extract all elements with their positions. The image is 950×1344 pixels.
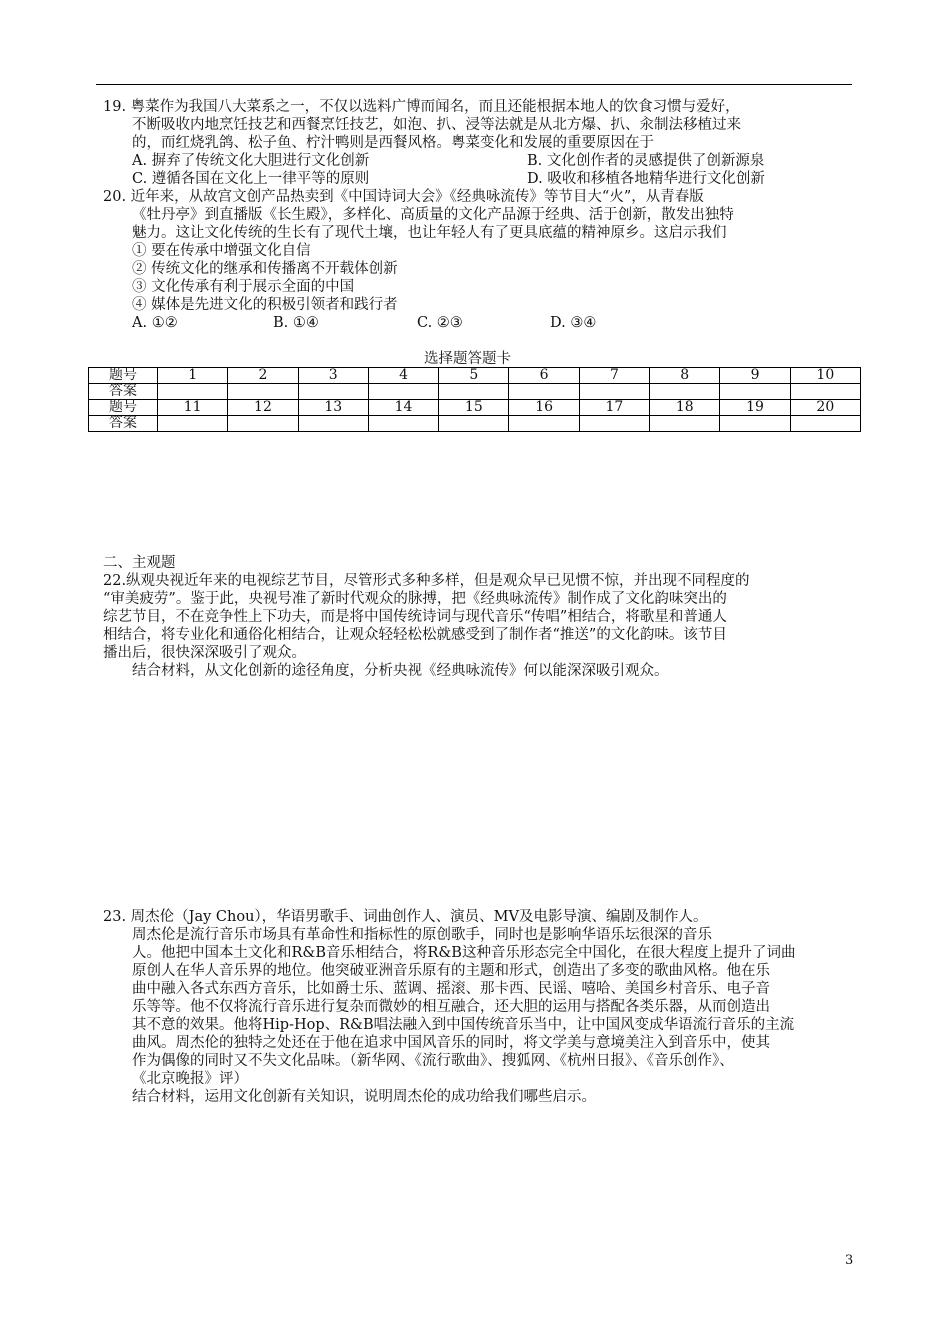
q22-line-1: 22.纵观央视近年来的电视综艺节目，尽管形式多种多样，但是观众早已见惯不惊，并出现不同程度的 (103, 573, 750, 589)
q19-line-2: 不断吸收内地烹饪技艺和西餐烹饪技艺，如泡、扒、浸等法就是从北方爆、扒、汆制法移植过来 (132, 117, 741, 133)
q23-line-5: 曲中融入各式东西方音乐，比如爵士乐、蓝调、摇滚、那卡西、民谣、嘻哈、美国乡村音乐、电子音 (132, 981, 770, 997)
answer-cell[interactable] (158, 384, 228, 400)
answer-cell[interactable] (298, 416, 368, 432)
label-answer: 答案 (89, 416, 158, 432)
number-cell: 17 (579, 400, 649, 416)
q20-option-a: A. ①② (132, 315, 178, 331)
q20-option-d: D. ③④ (550, 315, 597, 331)
q20-item-1: ① 要在传承中增强文化自信 (132, 243, 311, 259)
number-cell: 18 (650, 400, 720, 416)
answer-cell[interactable] (790, 384, 860, 400)
number-cell: 10 (790, 368, 860, 384)
q23-line-3: 人。他把中国本土文化和R&B音乐相结合，将R&B这种音乐形态完全中国化，在很大程度上提升了词曲 (132, 945, 796, 961)
answer-cell[interactable] (790, 416, 860, 432)
answer-cell[interactable] (439, 384, 509, 400)
q22-line-5: 播出后，很快深深吸引了观众。 (103, 645, 306, 661)
number-cell: 7 (579, 368, 649, 384)
number-cell: 8 (650, 368, 720, 384)
answer-cell[interactable] (720, 416, 790, 432)
answer-cell[interactable] (158, 416, 228, 432)
q20-line-1: 20. 近年来，从故宫文创产品热卖到《中国诗词大会》《经典咏流传》等节目大“火”，从青春版 (103, 189, 704, 205)
q19-option-d: D. 吸收和移植各地精华进行文化创新 (527, 171, 765, 187)
number-cell: 1 (158, 368, 228, 384)
answer-cell[interactable] (509, 416, 579, 432)
answer-card-table (88, 367, 861, 432)
number-cell: 15 (439, 400, 509, 416)
number-cell: 11 (158, 400, 228, 416)
q22-line-2: “审美疲劳”。鉴于此，央视号准了新时代观众的脉搏，把《经典咏流传》制作成了文化韵味突出的 (103, 591, 727, 607)
answer-cell[interactable] (650, 384, 720, 400)
number-cell: 12 (228, 400, 298, 416)
q23-line-4: 原创人在华人音乐界的地位。他突破亚洲音乐原有的主题和形式，创造出了多变的歌曲风格。他在乐 (132, 963, 770, 979)
label-number: 题号 (89, 368, 158, 384)
number-cell: 2 (228, 368, 298, 384)
answer-cell[interactable] (720, 384, 790, 400)
q20-line-2: 《牡丹亭》到直播版《长生殿》，多样化、高质量的文化产品源于经典、活于创新，散发出独特 (132, 207, 734, 223)
q20-line-3: 魅力。这让文化传统的生长有了现代土壤，也让年轻人有了更具底蕴的精神原乡。这启示我们 (132, 225, 727, 241)
q20-option-b: B. ①④ (273, 315, 319, 331)
answer-cell[interactable] (579, 416, 649, 432)
q19-line-1: 19. 粤菜作为我国八大菜系之一，不仅以选料广博而闻名，而且还能根据本地人的饮食习惯与爱好， (103, 99, 740, 115)
answer-cell[interactable] (228, 384, 298, 400)
q19-option-c: C. 遵循各国在文化上一律平等的原则 (132, 171, 370, 187)
answer-card-title: 选择题答题卡 (424, 351, 511, 367)
number-cell: 6 (509, 368, 579, 384)
q23-prompt: 结合材料，运用文化创新有关知识，说明周杰伦的成功给我们哪些启示。 (132, 1089, 596, 1105)
number-cell: 3 (298, 368, 368, 384)
answer-cell[interactable] (650, 416, 720, 432)
answer-cell[interactable] (368, 416, 438, 432)
label-number: 题号 (89, 400, 158, 416)
number-cell: 20 (790, 400, 860, 416)
q20-item-4: ④ 媒体是先进文化的积极引领者和践行者 (132, 297, 398, 313)
table-row (89, 384, 861, 400)
answer-cell[interactable] (579, 384, 649, 400)
answer-cell[interactable] (298, 384, 368, 400)
q19-line-3: 的，而红烧乳鸽、松子鱼、柠汁鸭则是西餐风格。粤菜变化和发展的重要原因在于 (132, 135, 654, 151)
q22-prompt: 结合材料，从文化创新的途径角度，分析央视《经典咏流传》何以能深深吸引观众。 (132, 663, 669, 679)
q23-line-2: 周杰伦是流行音乐市场具有革命性和指标性的原创歌手，同时也是影响华语乐坛很深的音乐 (132, 927, 712, 943)
q20-item-3: ③ 文化传承有利于展示全面的中国 (132, 279, 355, 295)
q23-line-9: 作为偶像的同时又不失文化品味。（新华网、《流行歌曲》、搜狐网、《杭州日报》、《音乐创作》、 (132, 1053, 734, 1069)
table-row (89, 400, 861, 416)
q23-line-6: 乐等等。他不仅将流行音乐进行复杂而微妙的相互融合，还大胆的运用与搭配各类乐器，从而创造出 (132, 999, 770, 1015)
table-row (89, 416, 861, 432)
number-cell: 5 (439, 368, 509, 384)
q23-line-1: 23. 周杰伦（Jay Chou），华语男歌手、词曲创作人、演员、MV及电影导演、编剧及制作人。 (103, 909, 708, 925)
section-2-heading: 二、主观题 (103, 555, 176, 571)
label-answer: 答案 (89, 384, 158, 400)
answer-cell[interactable] (439, 416, 509, 432)
q23-line-10: 《北京晚报》评） (132, 1071, 248, 1087)
q23-line-8: 曲风。周杰伦的独特之处还在于他在追求中国风音乐的同时，将文学美与意境美注入到音乐中，使其 (132, 1035, 770, 1051)
answer-cell[interactable] (509, 384, 579, 400)
answer-cell[interactable] (228, 416, 298, 432)
q20-item-2: ② 传统文化的继承和传播离不开载体创新 (132, 261, 398, 277)
number-cell: 16 (509, 400, 579, 416)
q23-line-7: 其不意的效果。他将Hip-Hop、R&B唱法融入到中国传统音乐当中，让中国风变成华语流行音乐的主流 (132, 1017, 795, 1033)
number-cell: 13 (298, 400, 368, 416)
number-cell: 4 (368, 368, 438, 384)
q20-option-c: C. ②③ (417, 315, 463, 331)
number-cell: 19 (720, 400, 790, 416)
q22-line-3: 综艺节目，不在竞争性上下功夫，而是将中国传统诗词与现代音乐“传唱”相结合，将歌星和普通人 (103, 609, 727, 625)
q22-line-4: 相结合，将专业化和通俗化相结合，让观众轻轻松松就感受到了制作者“推送”的文化韵味。该节目 (103, 627, 727, 643)
q19-option-a: A. 摒弃了传统文化大胆进行文化创新 (132, 153, 370, 169)
number-cell: 14 (368, 400, 438, 416)
page-number: 3 (845, 1253, 854, 1268)
answer-cell[interactable] (368, 384, 438, 400)
header-rule (96, 84, 852, 85)
table-row (89, 368, 861, 384)
q19-option-b: B. 文化创作者的灵感提供了创新源泉 (527, 153, 765, 169)
number-cell: 9 (720, 368, 790, 384)
